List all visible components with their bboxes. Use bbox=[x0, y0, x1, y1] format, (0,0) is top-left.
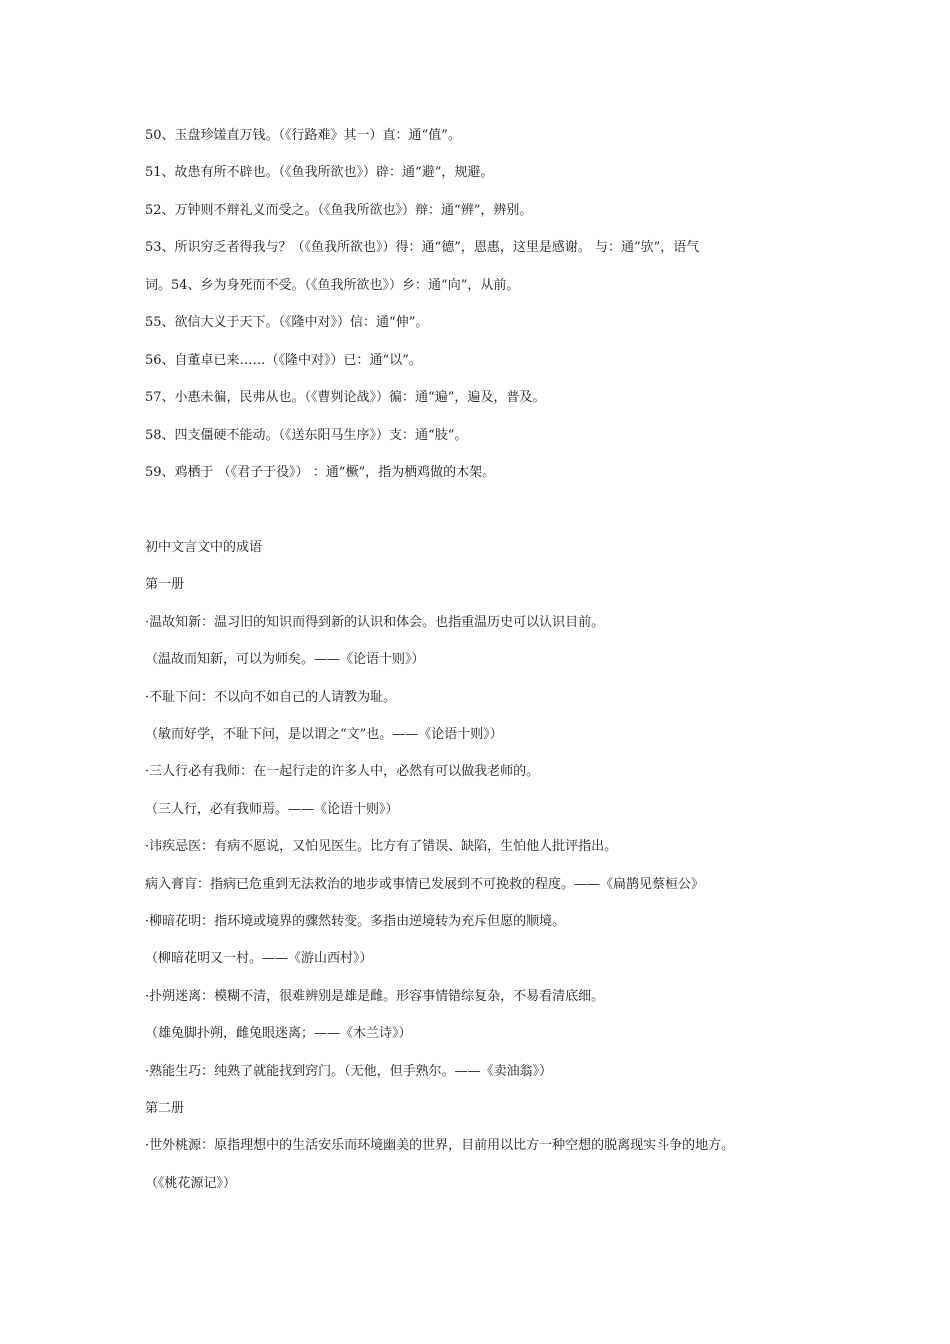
idiom-entry: 病入膏肓：指病已危重到无法救治的地步或事情已发展到不可挽救的程度。——《扁鹊见蔡桓公》 bbox=[145, 877, 705, 892]
text-line: 58、四支僵硬不能动。（《送东阳马生序》）支：通“肢”。 bbox=[145, 428, 468, 443]
idiom-source: （敏而好学，不耻下问，是以谓之“文”也。——《论语十则》） bbox=[145, 727, 503, 742]
idiom-entry: ·不耻下问：不以向不如自己的人请教为耻。 bbox=[145, 690, 397, 705]
idiom-source: （柳暗花明又一村。——《游山西村》） bbox=[145, 951, 373, 966]
text-line: 50、玉盘珍馐直万钱。（《行路难》其一）直：通“值”。 bbox=[145, 128, 461, 143]
idiom-entry: ·世外桃源：原指理想中的生活安乐而环境幽美的世界，目前用以比方一种空想的脱离现实斗争的地方。 bbox=[145, 1138, 735, 1153]
section-heading: 初中文言文中的成语 bbox=[145, 540, 263, 555]
volume-heading: 第二册 bbox=[145, 1101, 185, 1116]
idiom-source: （温故而知新，可以为师矣。——《论语十则》） bbox=[145, 652, 425, 667]
idiom-source: （雄兔脚扑朔，雌兔眼迷离；——《木兰诗》） bbox=[145, 1026, 412, 1041]
idiom-entry: ·柳暗花明：指环境或境界的骤然转变。多指由逆境转为充斥但愿的顺境。 bbox=[145, 914, 566, 929]
text-line: 51、故患有所不辟也。（《鱼我所欲也》）辟：通“避”，规避。 bbox=[145, 165, 494, 180]
text-line: 52、万钟则不辩礼义而受之。（《鱼我所欲也》）辩：通“辨”，辨别。 bbox=[145, 203, 533, 218]
idiom-entry: ·温故知新：温习旧的知识而得到新的认识和体会。也指重温历史可以认识目前。 bbox=[145, 615, 605, 630]
idiom-source: （三人行，必有我师焉。——《论语十则》） bbox=[145, 802, 399, 817]
text-line: 55、欲信大义于天下。（《隆中对》）信：通“伸”。 bbox=[145, 315, 429, 330]
text-line: 56、自董卓已来……（《隆中对》）已：通“以”。 bbox=[145, 353, 422, 368]
text-line: 词。54、乡为身死而不受。（《鱼我所欲也》）乡：通“向”，从前。 bbox=[145, 278, 520, 293]
idiom-entry: ·讳疾忌医：有病不愿说，又怕见医生。比方有了错误、缺陷，生怕他人批评指出。 bbox=[145, 839, 618, 854]
idiom-entry: ·扑朔迷离：模糊不清，很难辨别是雄是雌。形容事情错综复杂，不易看清底细。 bbox=[145, 989, 605, 1004]
text-line: 53、所识穷乏者得我与？（《鱼我所欲也》）得：通“德”，恩惠，这里是感谢。 与：通“欤”，语气 bbox=[145, 240, 700, 255]
idiom-entry: ·三人行必有我师：在一起行走的许多人中，必然有可以做我老师的。 bbox=[145, 764, 540, 779]
idiom-entry: ·熟能生巧：纯熟了就能找到窍门。（无他，但手熟尔。——《卖油翁》） bbox=[145, 1064, 553, 1079]
text-line: 59、鸡栖于 （《君子于役》） ：通“橛”，指为栖鸡做的木架。 bbox=[145, 465, 496, 480]
volume-heading: 第一册 bbox=[145, 577, 185, 592]
idiom-source: （《桃花源记》） bbox=[145, 1176, 237, 1191]
text-line: 57、小惠未徧，民弗从也。（《曹刿论战》）徧：通“遍”，遍及，普及。 bbox=[145, 390, 546, 405]
